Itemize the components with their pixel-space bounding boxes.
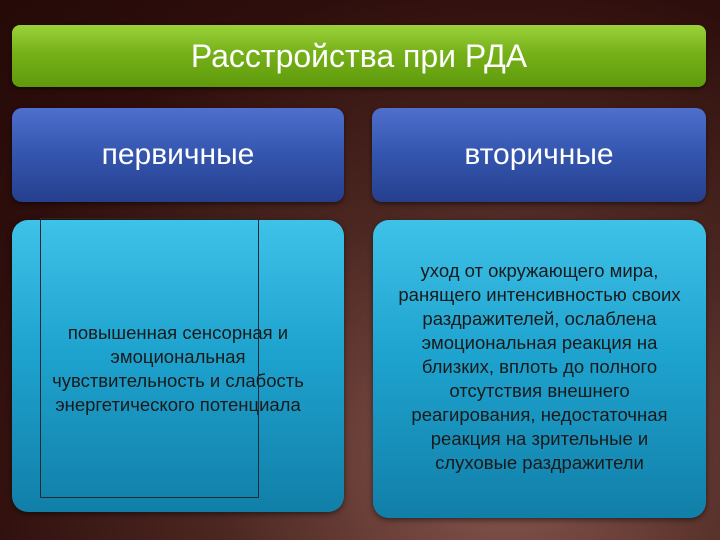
secondary-header-label: вторичные (464, 138, 614, 171)
secondary-header-box (372, 108, 706, 202)
diagram-title: Расстройства при РДА (190, 37, 528, 74)
diagram-title-bar (12, 25, 706, 87)
primary-header-label: первичные (101, 138, 255, 171)
primary-content-box (12, 220, 344, 512)
primary-header-box (12, 108, 344, 202)
secondary-content-box (373, 220, 706, 518)
secondary-content-text: уход от окружающего мира, ранящего интенсивностью своих раздражителей, ослаблена эмоциональная реакция на близких, вплоть до полного отсутствия внешнего реагирования, недостаточная реакция на зрительные и слуховые раздражители (398, 260, 681, 473)
primary-content-text: повышенная сенсорная и эмоциональная чувствительность и слабость энергетического потенциала (52, 322, 304, 415)
